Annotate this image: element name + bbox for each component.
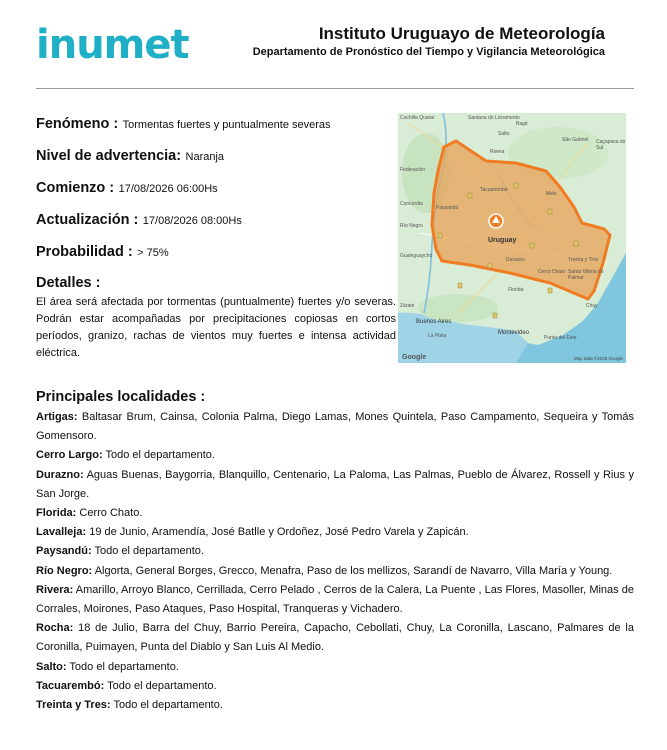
map-label: Melo (546, 191, 557, 197)
institute-title: Instituto Uruguayo de Meteorología (318, 24, 605, 43)
department-name: Cerro Largo: (36, 449, 103, 462)
map-label: São Gabriel (562, 137, 589, 143)
department-places: Todo el departamento. (105, 449, 215, 462)
map-label: Cuchilla Quaraí (400, 115, 435, 121)
department-places: Todo el departamento. (107, 679, 217, 692)
locality-item (36, 446, 634, 465)
map-label: Punta del Este (544, 335, 577, 341)
probability-field (36, 243, 169, 261)
details-heading: Detalles : (36, 275, 101, 291)
warning-level-label: Nivel de advertencia: (36, 148, 182, 164)
map-label: Florida (508, 287, 524, 293)
department-name: Lavalleja: (36, 526, 87, 539)
locality-item (36, 562, 634, 581)
phenomenon-label: Fenómeno : (36, 116, 119, 132)
localities-heading: Principales localidades : (36, 389, 206, 405)
department-name: Tacuarembó: (36, 679, 105, 692)
department-name: Salto: (36, 660, 67, 673)
map-label: Santa Vitória do Palmar (568, 269, 604, 281)
department-places: Todo el departamento. (113, 699, 223, 712)
start-value: 17/08/2026 06:00Hs (118, 183, 218, 195)
map-label: Federación (400, 167, 426, 173)
department-name: Río Negro: (36, 564, 93, 577)
warning-level-field (36, 147, 224, 165)
phenomenon-field (36, 115, 331, 133)
locality-item (36, 466, 634, 504)
update-field (36, 211, 242, 229)
map-label: Chuy (586, 303, 598, 309)
probability-label: Probabilidad : (36, 244, 133, 260)
locality-item (36, 658, 634, 677)
warning-level-value: Naranja (185, 151, 225, 163)
map-label: La Plata (428, 333, 447, 339)
map-label: Montevideo (498, 330, 530, 336)
department-places: Cerro Chato. (79, 507, 143, 520)
locality-item (36, 504, 634, 523)
map-label: Tacuarembó (480, 187, 508, 193)
locality-item (36, 408, 634, 446)
department-subtitle: Departamento de Pronóstico del Tiempo y Vigilancia Meteorológica (252, 46, 605, 58)
department-places: Todo el departamento. (69, 660, 179, 673)
warning-map[interactable] (398, 113, 626, 363)
start-label: Comienzo : (36, 180, 115, 196)
department-name: Artigas: (36, 411, 78, 423)
locality-item (36, 696, 634, 715)
map-attribution: Map data ©2026 Google (573, 356, 623, 361)
map-label: Rivera (490, 149, 505, 155)
map-label: Salto (498, 131, 510, 137)
map-label: Cerro Chato (538, 269, 566, 275)
department-name: Rivera: (36, 583, 74, 596)
department-name: Durazno: (36, 468, 84, 481)
map-label: Durazno (506, 257, 525, 263)
update-label: Actualización : (36, 212, 139, 228)
department-places: Todo el departamento. (94, 545, 204, 558)
map-label: Paysandú (436, 205, 459, 211)
department-places: Amarillo, Arroyo Blanco, Cerrillada, Cerro Pelado , Cerros de la Calera, La Puente , Las Flores, Masoller, Minas de Corrales, Moirones, Paso Ataques, Paso Hospital, Tranqueras y Vichadero. (36, 583, 634, 616)
probability-value: > 75% (137, 247, 169, 259)
locality-item (36, 677, 634, 696)
locality-item (36, 523, 634, 542)
map-label: Concordia (400, 201, 423, 207)
map-label: Treinta y Tres (568, 257, 599, 263)
department-places: Algorta, General Borges, Grecco, Menafra, Paso de los mellizos, Sarandí de Navarro, Villa María y Young. (94, 564, 613, 577)
header-divider (36, 88, 634, 89)
map-label: Río Negro (400, 223, 423, 229)
department-places: 19 de Junio, Aramendía, José Batlle y Ordoñez, José Pedro Varela y Zapicán. (89, 526, 469, 539)
department-places: 18 de Julio, Barra del Chuy, Barrio Pereira, Capacho, Cebollati, Chuy, La Coronilla, Lascano, Palmares de la Coronilla, Puimayen, Punta del Diablo y San Luis Al Medio. (36, 622, 634, 654)
locality-item (36, 619, 634, 657)
update-value: 17/08/2026 08:00Hs (142, 215, 242, 227)
locality-item (36, 581, 634, 619)
inumet-logo: inumet (36, 22, 189, 68)
department-name: Rocha: (36, 622, 74, 635)
map-country-label: Uruguay (488, 237, 517, 244)
google-logo: Google (402, 354, 427, 361)
map-label: Buenos Aires (416, 319, 452, 325)
department-places: Aguas Buenas, Baygorria, Blanquillo, Centenario, La Paloma, Las Palmas, Pueblo de Álvarez, Rossell y Rius y San Jorge. (36, 468, 635, 500)
department-name: Florida: (36, 507, 77, 520)
map-label: Bagé (516, 121, 528, 127)
department-name: Paysandú: (36, 545, 92, 558)
department-name: Treinta y Tres: (36, 699, 111, 712)
phenomenon-value: Tormentas fuertes y puntualmente severas (122, 119, 331, 131)
map-label: Gualeguaychú (400, 253, 433, 259)
locality-item (36, 542, 634, 561)
map-label: Zárate (400, 303, 415, 309)
start-field (36, 179, 218, 197)
map-label: Caçapava do Sul (596, 139, 626, 151)
map-label: Santana do Livramento (468, 115, 520, 121)
details-text: El área será afectada por tormentas (puntualmente) fuertes y/o severas. Podrán estar acompañadas por precipitaciones copiosas en cortos períodos, granizo, rachas de vientos muy fuertes e intensa actividad eléctrica. (36, 296, 396, 359)
localities-list (36, 408, 634, 715)
department-places: Baltasar Brum, Cainsa, Colonia Palma, Diego Lamas, Mones Quintela, Paso Campamento, Sequeira y Tomás Gomensoro. (36, 411, 634, 443)
